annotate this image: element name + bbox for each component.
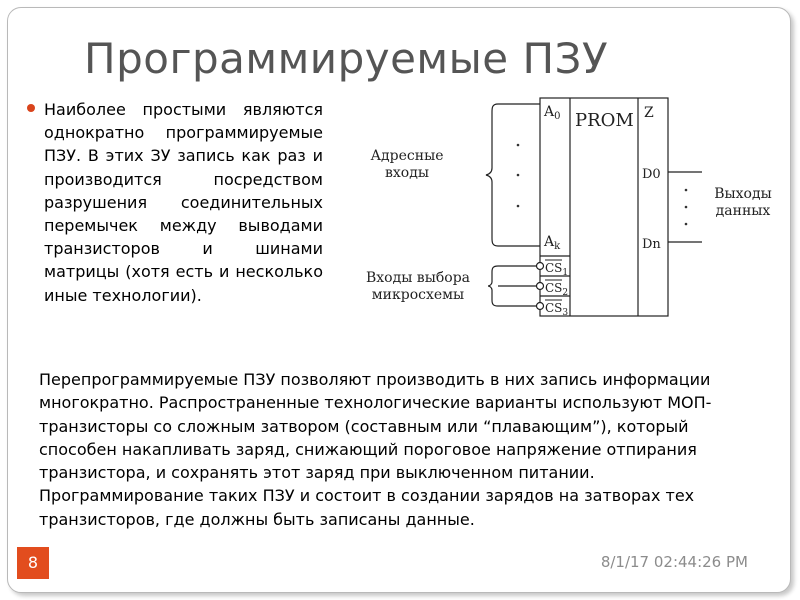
chip-select-label — [348, 270, 488, 304]
pin-cs1-label: $CS_1$ — [545, 261, 569, 278]
data-outputs-label-line2: данных — [715, 203, 771, 219]
bullet-text: Наиболее простыми являются однократно программируемые ПЗУ. В этих ЗУ запись как раз и производится посредством разрушения соединительных перемычек между выводами транзисторов и шинами матрицы (хотя есть и несколько иные технологии). — [44, 100, 323, 305]
data-outputs-label-line1: Выходы — [714, 186, 772, 202]
slide-title: Программируемые ПЗУ — [84, 34, 609, 83]
chip-select-label-line2: микросхемы — [371, 287, 465, 303]
address-inputs-label — [355, 148, 459, 182]
pin-cs2-label: $CS_2$ — [545, 281, 569, 298]
pin-ak-label: $A_k$ — [544, 234, 561, 252]
pin-z-label: Z — [644, 105, 654, 121]
slide-number: 8 — [17, 547, 49, 579]
chip-select-label-line1: Входы выбора — [365, 270, 470, 286]
pin-dn-label: Dn — [642, 237, 661, 252]
data-outputs-label — [702, 186, 784, 220]
address-inputs-label-line2: входы — [385, 165, 429, 181]
body-paragraph: Перепрограммируемые ПЗУ позволяют производить в них запись информации многократно. Распространенные технологические варианты используют МОП-транзисторы со сложным затвором (составным или “плавающим”), который способен накапливать заряд, снижающий пороговое напряжение отпирания транзистора, и сохранять этот заряд при выключенном питании. Программирование таких ПЗУ и состоит в создании зарядов на затворах тех транзисторов, где должны быть записаны данные. — [39, 370, 712, 529]
pin-d0-label: D0 — [642, 167, 661, 182]
pin-a0-label: $A_0$ — [544, 104, 561, 122]
prom-label: PROM — [575, 110, 634, 131]
slide-datetime: 8/1/17 02:44:26 PM — [600, 553, 748, 571]
address-inputs-label-line1: Адресные — [370, 148, 444, 164]
bullet-marker — [27, 104, 35, 112]
pin-cs3-label: $CS_3$ — [545, 301, 569, 318]
